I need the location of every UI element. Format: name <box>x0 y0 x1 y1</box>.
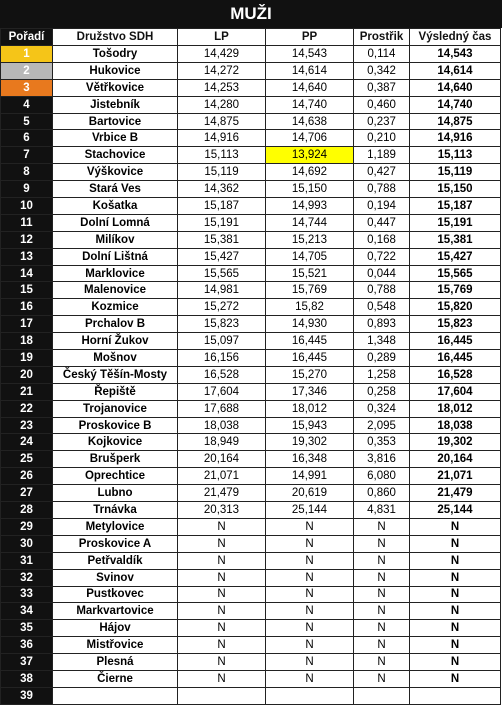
table-row <box>1 214 501 231</box>
rank-cell: 11 <box>1 214 53 231</box>
rank-cell: 16 <box>1 299 53 316</box>
lp-cell: 15,427 <box>178 248 266 265</box>
lp-cell: 20,313 <box>178 502 266 519</box>
rank-cell: 20 <box>1 366 53 383</box>
pp-cell: 14,705 <box>266 248 354 265</box>
lp-cell: N <box>178 637 266 654</box>
prostrik-cell: 0,548 <box>354 299 410 316</box>
prostrik-cell: 0,289 <box>354 350 410 367</box>
final-time-cell: 14,614 <box>410 62 501 79</box>
rank-cell: 9 <box>1 181 53 198</box>
prostrik-cell: N <box>354 603 410 620</box>
pp-cell: 20,619 <box>266 485 354 502</box>
pp-cell: 15,270 <box>266 366 354 383</box>
table-row <box>1 147 501 164</box>
prostrik-cell: 0,447 <box>354 214 410 231</box>
rank-cell: 4 <box>1 96 53 113</box>
team-cell: Proskovice B <box>53 417 178 434</box>
team-cell: Čierne <box>53 670 178 687</box>
table-row <box>1 265 501 282</box>
team-cell: Mistřovice <box>53 637 178 654</box>
team-cell: Metylovice <box>53 518 178 535</box>
results-table <box>0 28 501 705</box>
prostrik-cell: 0,237 <box>354 113 410 130</box>
rank-cell: 6 <box>1 130 53 147</box>
rank-cell: 12 <box>1 231 53 248</box>
final-time-cell: 15,113 <box>410 147 501 164</box>
rank-cell: 2 <box>1 62 53 79</box>
lp-cell: 14,981 <box>178 282 266 299</box>
lp-cell: 15,381 <box>178 231 266 248</box>
team-cell: Malenovice <box>53 282 178 299</box>
pp-cell: 14,614 <box>266 62 354 79</box>
final-time-cell: 15,565 <box>410 265 501 282</box>
pp-cell: N <box>266 637 354 654</box>
prostrik-cell: N <box>354 654 410 671</box>
prostrik-cell: 4,831 <box>354 502 410 519</box>
team-cell: Proskovice A <box>53 535 178 552</box>
prostrik-cell: 0,788 <box>354 181 410 198</box>
table-row <box>1 231 501 248</box>
page-title: MUŽI <box>0 0 502 28</box>
prostrik-cell: 0,324 <box>354 400 410 417</box>
rank-cell: 1 <box>1 46 53 63</box>
table-row <box>1 164 501 181</box>
team-cell: Dolní Lomná <box>53 214 178 231</box>
final-time-cell: 21,071 <box>410 468 501 485</box>
final-time-cell: N <box>410 670 501 687</box>
pp-cell: 25,144 <box>266 502 354 519</box>
team-cell: Hájov <box>53 620 178 637</box>
prostrik-cell: 1,258 <box>354 366 410 383</box>
pp-cell: N <box>266 603 354 620</box>
final-time-cell: N <box>410 569 501 586</box>
table-row <box>1 468 501 485</box>
final-time-cell: 15,119 <box>410 164 501 181</box>
final-time-cell: N <box>410 637 501 654</box>
pp-cell: 15,943 <box>266 417 354 434</box>
team-cell: Marklovice <box>53 265 178 282</box>
lp-cell: 15,191 <box>178 214 266 231</box>
pp-cell: 15,213 <box>266 231 354 248</box>
lp-cell: N <box>178 569 266 586</box>
table-row <box>1 366 501 383</box>
table-row <box>1 198 501 215</box>
table-row <box>1 637 501 654</box>
team-cell: Trnávka <box>53 502 178 519</box>
table-row <box>1 434 501 451</box>
lp-cell: 15,565 <box>178 265 266 282</box>
pp-cell: N <box>266 620 354 637</box>
rank-cell: 14 <box>1 265 53 282</box>
final-time-cell: 21,479 <box>410 485 501 502</box>
prostrik-cell: 0,387 <box>354 79 410 96</box>
lp-cell: 14,429 <box>178 46 266 63</box>
team-cell: Kozmice <box>53 299 178 316</box>
pp-cell: N <box>266 586 354 603</box>
final-time-cell: 18,038 <box>410 417 501 434</box>
final-time-cell: 15,823 <box>410 316 501 333</box>
team-cell: Tošodry <box>53 46 178 63</box>
lp-cell: 14,916 <box>178 130 266 147</box>
final-time-cell: 15,820 <box>410 299 501 316</box>
prostrik-cell: 0,460 <box>354 96 410 113</box>
rank-cell: 30 <box>1 535 53 552</box>
pp-cell: 15,521 <box>266 265 354 282</box>
table-row <box>1 502 501 519</box>
lp-cell: 15,113 <box>178 147 266 164</box>
final-time-cell: 15,381 <box>410 231 501 248</box>
table-row <box>1 569 501 586</box>
prostrik-cell: 0,258 <box>354 383 410 400</box>
table-row <box>1 113 501 130</box>
rank-cell: 18 <box>1 333 53 350</box>
rank-cell: 24 <box>1 434 53 451</box>
prostrik-cell: N <box>354 670 410 687</box>
table-row <box>1 552 501 569</box>
final-time-cell: N <box>410 654 501 671</box>
table-row <box>1 485 501 502</box>
prostrik-cell: 0,427 <box>354 164 410 181</box>
prostrik-cell: 0,114 <box>354 46 410 63</box>
lp-cell: 15,272 <box>178 299 266 316</box>
rank-cell: 34 <box>1 603 53 620</box>
table-row <box>1 518 501 535</box>
team-cell: Svinov <box>53 569 178 586</box>
prostrik-cell: N <box>354 535 410 552</box>
final-time-cell: 18,012 <box>410 400 501 417</box>
pp-cell: 14,991 <box>266 468 354 485</box>
pp-cell: 14,543 <box>266 46 354 63</box>
lp-cell: 15,097 <box>178 333 266 350</box>
lp-cell: N <box>178 552 266 569</box>
pp-cell <box>266 687 354 704</box>
team-cell: Stará Ves <box>53 181 178 198</box>
final-time-cell: 14,875 <box>410 113 501 130</box>
pp-cell: 14,692 <box>266 164 354 181</box>
lp-cell: 18,949 <box>178 434 266 451</box>
rank-cell: 38 <box>1 670 53 687</box>
prostrik-cell: 0,788 <box>354 282 410 299</box>
lp-cell: 14,280 <box>178 96 266 113</box>
lp-cell: 14,272 <box>178 62 266 79</box>
team-cell: Bartovice <box>53 113 178 130</box>
pp-cell: 15,82 <box>266 299 354 316</box>
team-cell: Výškovice <box>53 164 178 181</box>
table-row <box>1 350 501 367</box>
team-cell: Plesná <box>53 654 178 671</box>
final-time-cell <box>410 687 501 704</box>
pp-cell: 16,348 <box>266 451 354 468</box>
lp-cell: N <box>178 654 266 671</box>
lp-cell: N <box>178 670 266 687</box>
prostrik-cell: N <box>354 518 410 535</box>
prostrik-cell: N <box>354 586 410 603</box>
prostrik-cell: 1,348 <box>354 333 410 350</box>
table-row <box>1 282 501 299</box>
table-row <box>1 603 501 620</box>
lp-cell: 18,038 <box>178 417 266 434</box>
final-time-cell: 15,187 <box>410 198 501 215</box>
pp-cell: N <box>266 535 354 552</box>
prostrik-cell: N <box>354 552 410 569</box>
rank-cell: 17 <box>1 316 53 333</box>
pp-cell: 14,744 <box>266 214 354 231</box>
table-row <box>1 586 501 603</box>
lp-cell: N <box>178 603 266 620</box>
lp-cell: 20,164 <box>178 451 266 468</box>
table-row <box>1 316 501 333</box>
table-row <box>1 130 501 147</box>
table-row <box>1 535 501 552</box>
pp-cell: 16,445 <box>266 350 354 367</box>
team-cell: Mošnov <box>53 350 178 367</box>
rank-cell: 10 <box>1 198 53 215</box>
team-cell: Horní Žukov <box>53 333 178 350</box>
lp-cell: 15,119 <box>178 164 266 181</box>
header-prostrik: Prostřik <box>354 29 410 46</box>
pp-cell: N <box>266 552 354 569</box>
pp-cell: 15,769 <box>266 282 354 299</box>
team-cell: Dolní Lištná <box>53 248 178 265</box>
rank-cell: 31 <box>1 552 53 569</box>
team-cell: Košatka <box>53 198 178 215</box>
team-cell: Český Těšín-Mosty <box>53 366 178 383</box>
rank-cell: 22 <box>1 400 53 417</box>
lp-cell: 14,253 <box>178 79 266 96</box>
table-row <box>1 46 501 63</box>
final-time-cell: 16,445 <box>410 333 501 350</box>
lp-cell: 17,604 <box>178 383 266 400</box>
final-time-cell: N <box>410 603 501 620</box>
pp-cell: 14,706 <box>266 130 354 147</box>
pp-cell: 17,346 <box>266 383 354 400</box>
prostrik-cell: 0,353 <box>354 434 410 451</box>
header-pp: PP <box>266 29 354 46</box>
rank-cell: 39 <box>1 687 53 704</box>
pp-cell: 14,640 <box>266 79 354 96</box>
pp-cell: 14,740 <box>266 96 354 113</box>
final-time-cell: 17,604 <box>410 383 501 400</box>
rank-cell: 19 <box>1 350 53 367</box>
pp-cell: 16,445 <box>266 333 354 350</box>
rank-cell: 13 <box>1 248 53 265</box>
pp-cell: N <box>266 518 354 535</box>
rank-cell: 37 <box>1 654 53 671</box>
table-row <box>1 400 501 417</box>
header-rank: Pořadí <box>1 29 53 46</box>
lp-cell: 16,156 <box>178 350 266 367</box>
rank-cell: 7 <box>1 147 53 164</box>
lp-cell: 16,528 <box>178 366 266 383</box>
prostrik-cell <box>354 687 410 704</box>
header-team: Družstvo SDH <box>53 29 178 46</box>
rank-cell: 25 <box>1 451 53 468</box>
pp-cell: 19,302 <box>266 434 354 451</box>
team-cell: Trojanovice <box>53 400 178 417</box>
table-row <box>1 248 501 265</box>
prostrik-cell: N <box>354 620 410 637</box>
team-cell: Řepiště <box>53 383 178 400</box>
prostrik-cell: 1,189 <box>354 147 410 164</box>
rank-cell: 28 <box>1 502 53 519</box>
team-cell: Milíkov <box>53 231 178 248</box>
header-final: Výsledný čas <box>410 29 501 46</box>
lp-cell: 14,362 <box>178 181 266 198</box>
header-lp: LP <box>178 29 266 46</box>
prostrik-cell: 0,722 <box>354 248 410 265</box>
team-cell: Oprechtice <box>53 468 178 485</box>
prostrik-cell: 0,893 <box>354 316 410 333</box>
rank-cell: 27 <box>1 485 53 502</box>
rank-cell: 33 <box>1 586 53 603</box>
lp-cell: 15,187 <box>178 198 266 215</box>
table-row <box>1 451 501 468</box>
rank-cell: 15 <box>1 282 53 299</box>
lp-cell <box>178 687 266 704</box>
table-row <box>1 620 501 637</box>
team-cell: Brušperk <box>53 451 178 468</box>
final-time-cell: 16,445 <box>410 350 501 367</box>
prostrik-cell: 0,168 <box>354 231 410 248</box>
lp-cell: 21,479 <box>178 485 266 502</box>
final-time-cell: N <box>410 535 501 552</box>
table-row <box>1 333 501 350</box>
final-time-cell: 15,769 <box>410 282 501 299</box>
lp-cell: 14,875 <box>178 113 266 130</box>
final-time-cell: 19,302 <box>410 434 501 451</box>
final-time-cell: 14,640 <box>410 79 501 96</box>
final-time-cell: 20,164 <box>410 451 501 468</box>
rank-cell: 26 <box>1 468 53 485</box>
table-row <box>1 654 501 671</box>
pp-cell: 14,930 <box>266 316 354 333</box>
pp-cell: 14,993 <box>266 198 354 215</box>
prostrik-cell: 0,194 <box>354 198 410 215</box>
table-row <box>1 181 501 198</box>
rank-cell: 35 <box>1 620 53 637</box>
final-time-cell: 25,144 <box>410 502 501 519</box>
rank-cell: 23 <box>1 417 53 434</box>
pp-cell: N <box>266 670 354 687</box>
rank-cell: 21 <box>1 383 53 400</box>
team-cell: Markvartovice <box>53 603 178 620</box>
final-time-cell: 15,191 <box>410 214 501 231</box>
team-cell: Petřvaldík <box>53 552 178 569</box>
rank-cell: 29 <box>1 518 53 535</box>
final-time-cell: 14,916 <box>410 130 501 147</box>
lp-cell: 17,688 <box>178 400 266 417</box>
table-header-row <box>1 29 501 46</box>
prostrik-cell: 3,816 <box>354 451 410 468</box>
prostrik-cell: 6,080 <box>354 468 410 485</box>
pp-cell: 13,924 <box>266 147 354 164</box>
final-time-cell: 14,543 <box>410 46 501 63</box>
rank-cell: 5 <box>1 113 53 130</box>
pp-cell: 14,638 <box>266 113 354 130</box>
final-time-cell: N <box>410 620 501 637</box>
table-row <box>1 79 501 96</box>
rank-cell: 3 <box>1 79 53 96</box>
lp-cell: N <box>178 518 266 535</box>
team-cell: Hukovice <box>53 62 178 79</box>
pp-cell: N <box>266 654 354 671</box>
team-cell: Stachovice <box>53 147 178 164</box>
prostrik-cell: 0,210 <box>354 130 410 147</box>
final-time-cell: N <box>410 586 501 603</box>
rank-cell: 8 <box>1 164 53 181</box>
prostrik-cell: 0,342 <box>354 62 410 79</box>
final-time-cell: N <box>410 518 501 535</box>
final-time-cell: N <box>410 552 501 569</box>
lp-cell: 21,071 <box>178 468 266 485</box>
prostrik-cell: 2,095 <box>354 417 410 434</box>
pp-cell: 18,012 <box>266 400 354 417</box>
table-row <box>1 383 501 400</box>
table-row <box>1 62 501 79</box>
team-cell: Pustkovec <box>53 586 178 603</box>
rank-cell: 36 <box>1 637 53 654</box>
rank-cell: 32 <box>1 569 53 586</box>
table-row <box>1 687 501 704</box>
team-cell <box>53 687 178 704</box>
final-time-cell: 14,740 <box>410 96 501 113</box>
lp-cell: N <box>178 535 266 552</box>
prostrik-cell: 0,860 <box>354 485 410 502</box>
team-cell: Prchalov B <box>53 316 178 333</box>
team-cell: Lubno <box>53 485 178 502</box>
prostrik-cell: N <box>354 569 410 586</box>
final-time-cell: 15,150 <box>410 181 501 198</box>
table-row <box>1 299 501 316</box>
pp-cell: N <box>266 569 354 586</box>
team-cell: Kojkovice <box>53 434 178 451</box>
team-cell: Větřkovice <box>53 79 178 96</box>
team-cell: Jistebník <box>53 96 178 113</box>
team-cell: Vrbice B <box>53 130 178 147</box>
lp-cell: N <box>178 620 266 637</box>
prostrik-cell: N <box>354 637 410 654</box>
table-row <box>1 96 501 113</box>
prostrik-cell: 0,044 <box>354 265 410 282</box>
pp-cell: 15,150 <box>266 181 354 198</box>
lp-cell: N <box>178 586 266 603</box>
final-time-cell: 15,427 <box>410 248 501 265</box>
table-row <box>1 670 501 687</box>
table-row <box>1 417 501 434</box>
final-time-cell: 16,528 <box>410 366 501 383</box>
lp-cell: 15,823 <box>178 316 266 333</box>
